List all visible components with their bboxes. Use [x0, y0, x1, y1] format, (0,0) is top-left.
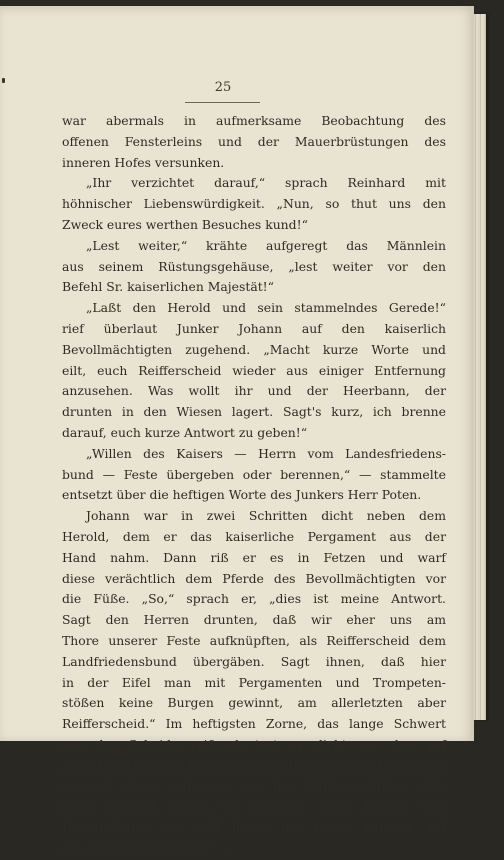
text-line: „Lest weiter,“ krähte aufgeregt das Männlein — [86, 237, 446, 253]
text-line: aus seinem Rüstungsgehäuse, „lest weiter vor den — [62, 258, 446, 274]
body-text — [62, 111, 452, 860]
text-line: darauf, euch kurze Antwort zu geben!“ — [62, 424, 308, 440]
page-number: 25 — [214, 80, 232, 95]
text-line: mein Schwert mögen sie kommen, diese Krämer und — [62, 799, 446, 815]
text-line: bund — Feste übergeben oder berennen,“ — stammelte — [62, 466, 446, 482]
text-line: Herrendiener, ich will ihnen die beste Antwort auf — [62, 820, 446, 836]
text-line: „Laßt den Herold und sein stammelndes Gerede!“ — [86, 300, 446, 316]
text-line: offenen Fensterleins und der Mauerbrüstungen des — [62, 133, 446, 149]
text-line: in der Eifel man mit Pergamenten und Trompeten- — [62, 674, 446, 690]
text-line: Befehl Sr. kaiserlichen Majestät!“ — [62, 279, 275, 295]
book-page — [0, 6, 474, 856]
text-line: eilt, euch Reifferscheid wieder aus einiger Entfernung — [62, 362, 446, 378]
text-line: Sagt den Herren drunten, daß wir eher uns am — [62, 612, 446, 628]
text-line: war abermals in aufmerksame Beobachtung des — [62, 113, 446, 128]
text-line: höhnischer Liebenswürdigkeit. „Nun, so thut uns den — [62, 196, 446, 212]
text-line: entsetzt über die heftigen Worte des Junkers Herr Poten. — [62, 487, 422, 503]
text-line: die Füße. „So,“ sprach er, „dies ist meine Antwort. — [62, 591, 446, 607]
text-line: „Ihr verzichtet darauf,“ sprach Reinhard mit — [86, 175, 446, 191]
text-line: „Willen des Kaisers — Herrn vom Landesfriedens- — [86, 445, 446, 461]
text-line: den Schädel schreiben!“ — — [62, 840, 233, 856]
text-line: anzusehen. Was wollt ihr und der Heerbann, der — [62, 383, 446, 399]
text-line: Reifferscheid.“ Im heftigsten Zorne, das lange Schwert — [62, 716, 446, 732]
text-line: Johann war in zwei Schritten dicht neben dem — [86, 508, 446, 524]
text-line: stößen keine Burgen gewinnt, am allerletzten aber — [62, 695, 446, 711]
text-line: drunten in den Wiesen lagert. Sagt's kurz, ich brenne — [62, 404, 446, 420]
text-line: zu und schrie, indem er mit der Waffe fuchtelte: „Vor — [62, 778, 446, 794]
text-line: rief überlaut Junker Johann auf den kaiserlich — [62, 320, 446, 336]
header-rule — [185, 102, 260, 103]
text-line: zurückweichendem Rosse leichenblaß hockenden Botschafter — [62, 757, 452, 773]
text-line: Landfriedensbund übergäben. Sagt ihnen, daß hier — [62, 653, 446, 669]
text-line: aus der Scheide reißend, trat er dicht vor den auf — [62, 736, 446, 752]
text-line: inneren Hofes versunken. — [62, 154, 225, 170]
text-line: diese verächtlich dem Pferde des Bevollmächtigten vor — [62, 570, 446, 586]
text-line: Zweck eures werthen Besuches kund!“ — [62, 216, 308, 232]
text-line: Herold, dem er das kaiserliche Pergament aus der — [62, 528, 446, 544]
text-line: Bevollmächtigten zugehend. „Macht kurze Worte und — [62, 341, 446, 357]
text-line: Hand nahm. Dann riß er es in Fetzen und warf — [62, 549, 446, 565]
text-line: Thore unserer Feste aufknüpften, als Reifferscheid dem — [62, 632, 446, 648]
